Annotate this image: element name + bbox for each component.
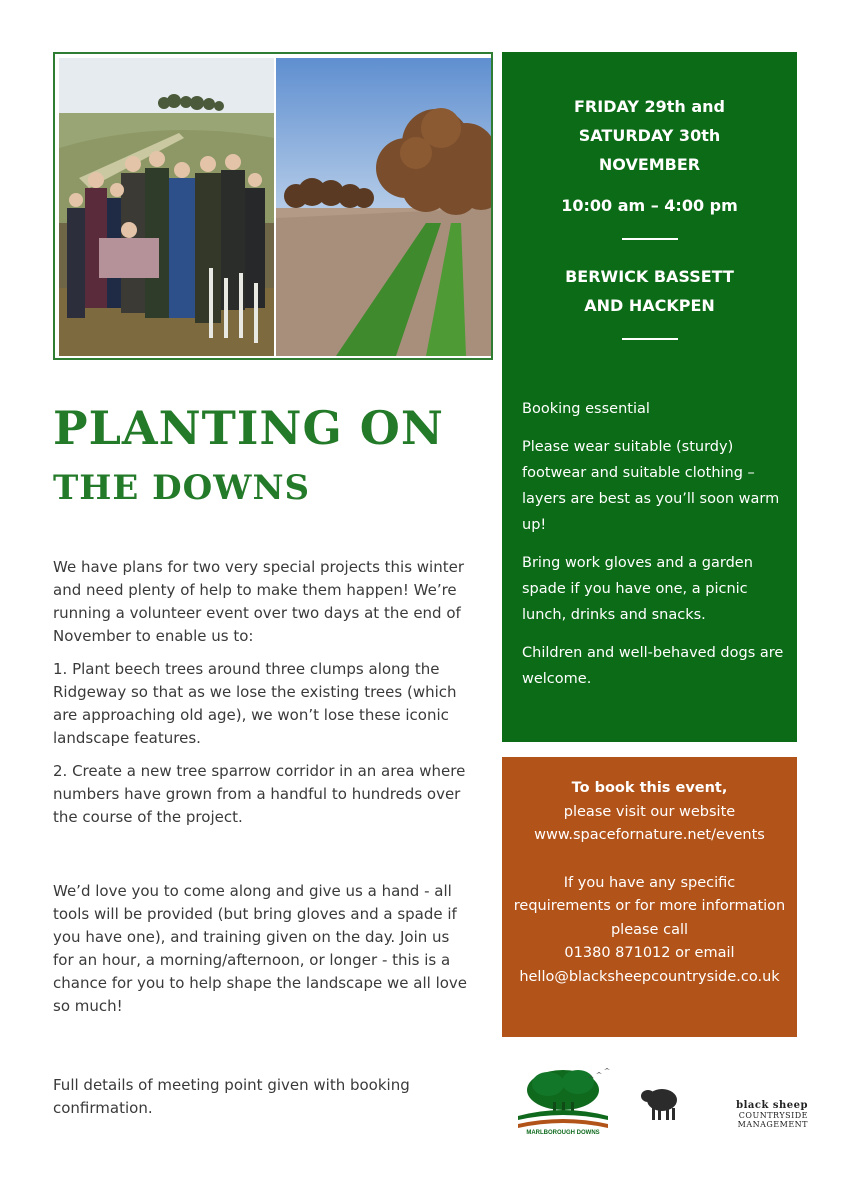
contact-line-1: If you have any specific (563, 874, 736, 891)
tree-icon (527, 1070, 599, 1114)
contact-email-link[interactable]: hello@blacksheepcountryside.co.uk (519, 968, 780, 985)
title-line-1: PLANTING ON (53, 401, 444, 455)
event-date-line-1: FRIDAY 29th and (573, 97, 725, 116)
sheep-icon (640, 1082, 680, 1124)
photo-collage (53, 52, 493, 360)
mds-logo-name: MARLBOROUGH DOWNS (526, 1130, 600, 1136)
event-location-line-1: BERWICK BASSETT (565, 267, 734, 286)
contact-line-3: please call (610, 921, 689, 938)
event-date-line-3: NOVEMBER (598, 155, 701, 174)
event-location-line-2: AND HACKPEN (584, 296, 715, 315)
footer-note: Full details of meeting point given with booking confirmation. (53, 1076, 410, 1117)
divider (622, 338, 678, 340)
note-welcome: Children and well-behaved dogs are welcome. (522, 645, 784, 687)
bs-logo-name: black sheep (736, 1100, 808, 1111)
bs-logo-tagline: COUNTRYSIDE MANAGEMENT (737, 1111, 808, 1129)
note-booking: Booking essential (522, 401, 650, 417)
footer-note-section (53, 1074, 473, 1120)
booking-contact-block (502, 872, 797, 990)
invitation-paragraph: We’d love you to come along and give us a hand - all tools will be provided (but bring gloves and a spade if you have one), and training given on the day. Join us for an hour, a morning/afternoon, or longer - this is a chance for you to help shape the landscape we all love so much! (53, 882, 468, 1015)
invitation-section (53, 880, 473, 1018)
booking-panel (502, 757, 797, 1037)
beech-clump-photo (276, 58, 491, 356)
event-details-panel (502, 52, 797, 742)
page-title (53, 398, 483, 518)
contact-phone: 01380 871012 or email (564, 945, 735, 961)
point-1: 1. Plant beech trees around three clumps along the Ridgeway so that as we lose the existing trees (which are approaching old age), we won’t lose these iconic landscape features. (53, 660, 457, 747)
booking-web-block (502, 777, 797, 848)
booking-website-link[interactable]: www.spacefornature.net/events (534, 827, 765, 843)
event-date-line-2: SATURDAY 30th (578, 126, 721, 145)
point-2: 2. Create a new tree sparrow corridor in an area where numbers have grown from a handful to hundreds over the course of the project. (53, 762, 466, 826)
volunteers-photo (59, 58, 274, 356)
bird-icon (588, 1068, 610, 1078)
marlborough-downs-logo (508, 1066, 618, 1138)
intro-section (53, 556, 473, 829)
event-info (502, 92, 797, 362)
intro-paragraph: We have plans for two very special projects this winter and need plenty of help to make them happen! We’re running a volunteer event over two days at the end of November to enable us to: (53, 558, 465, 645)
note-bring: Bring work gloves and a garden spade if you have one, a picnic lunch, drinks and snacks. (522, 555, 753, 623)
title-line-2: THE DOWNS (53, 468, 311, 508)
black-sheep-logo (688, 1100, 808, 1129)
contact-line-2: requirements or for more information (513, 898, 786, 914)
divider (622, 238, 678, 240)
event-notes (522, 396, 790, 704)
booking-lead: To book this event, (571, 780, 728, 796)
note-clothing: Please wear suitable (sturdy) footwear and suitable clothing – layers are best as you’ll soon warm up! (522, 439, 780, 533)
booking-line-2: please visit our website (563, 803, 736, 820)
event-time: 10:00 am – 4:00 pm (561, 196, 738, 215)
